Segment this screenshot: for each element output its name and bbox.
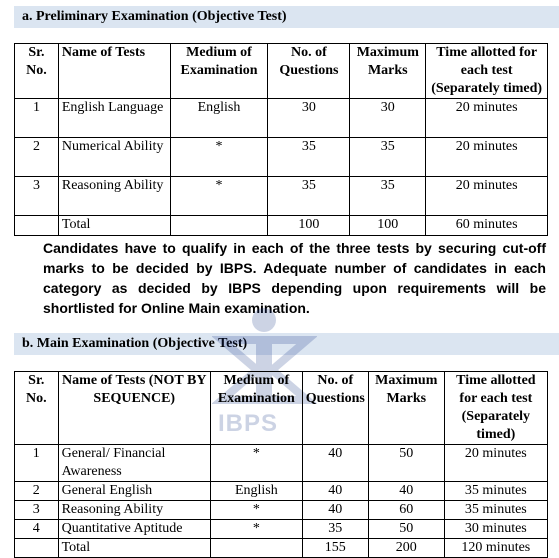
header-maximum-marks: Maximum Marks	[368, 372, 444, 445]
sr-no: 1	[15, 99, 59, 138]
header-name-of-tests: Name of Tests (NOT BY SEQUENCE)	[58, 372, 210, 445]
time: 20 minutes	[444, 445, 547, 482]
sr-no: 4	[15, 520, 59, 539]
time: 20 minutes	[426, 138, 548, 177]
test-name: Total	[58, 539, 210, 558]
questions: 35	[302, 520, 368, 539]
watermark-text: IBPS	[218, 410, 279, 437]
marks: 35	[350, 138, 426, 177]
questions: 40	[302, 445, 368, 482]
time: 20 minutes	[426, 99, 548, 138]
marks: 60	[368, 501, 444, 520]
section-b-title: b. Main Examination (Objective Test)	[14, 333, 559, 355]
medium: *	[170, 177, 268, 216]
marks: 50	[368, 445, 444, 482]
table-row	[15, 520, 548, 539]
marks: 100	[350, 216, 426, 236]
header-no-of-questions: No. of Questions	[302, 372, 368, 445]
time: 35 minutes	[444, 482, 547, 501]
time: 20 minutes	[426, 177, 548, 216]
marks: 50	[368, 520, 444, 539]
questions: 35	[268, 138, 350, 177]
test-name: Numerical Ability	[58, 138, 170, 177]
sr-no: 2	[15, 482, 59, 501]
test-name: Reasoning Ability	[58, 177, 170, 216]
table-row	[15, 138, 548, 177]
test-name: General English	[58, 482, 210, 501]
sr-no	[15, 216, 59, 236]
sr-no: 2	[15, 138, 59, 177]
test-name: Total	[58, 216, 170, 236]
header-name-of-tests: Name of Tests	[58, 44, 170, 99]
medium: *	[210, 520, 302, 539]
medium: English	[210, 482, 302, 501]
table-row	[15, 445, 548, 482]
sr-no	[15, 539, 59, 558]
marks: 35	[350, 177, 426, 216]
header-sr-no: Sr. No.	[15, 44, 59, 99]
questions: 35	[268, 177, 350, 216]
questions: 30	[268, 99, 350, 138]
time: 120 minutes	[444, 539, 547, 558]
medium: *	[210, 501, 302, 520]
header-medium: Medium of Examination	[170, 44, 268, 99]
table-row	[15, 482, 548, 501]
header-sr-no: Sr. No.	[15, 372, 59, 445]
medium: English	[170, 99, 268, 138]
total-row	[15, 539, 548, 558]
questions: 40	[302, 482, 368, 501]
questions: 155	[302, 539, 368, 558]
header-time-allotted: Time allotted for each test (Separately timed)	[426, 44, 548, 99]
questions: 40	[302, 501, 368, 520]
test-name: English Language	[58, 99, 170, 138]
sr-no: 1	[15, 445, 59, 482]
test-name: Reasoning Ability	[58, 501, 210, 520]
test-name: General/ Financial Awareness	[58, 445, 210, 482]
sr-no: 3	[15, 501, 59, 520]
test-name: Quantitative Aptitude	[58, 520, 210, 539]
qualification-note: Candidates have to qualify in each of the three tests by securing cut-off marks to be decided by IBPS. Adequate number of candidates in each category as decided by IBPS depending upon requirements will be shortlisted for Online Main examination.	[43, 240, 546, 316]
medium	[210, 539, 302, 558]
total-row	[15, 216, 548, 236]
main-exam-table	[14, 371, 548, 558]
header-no-of-questions: No. of Questions	[268, 44, 350, 99]
table-row	[15, 501, 548, 520]
medium	[170, 216, 268, 236]
section-a-title: a. Preliminary Examination (Objective Test)	[14, 6, 559, 28]
marks: 200	[368, 539, 444, 558]
header-time-allotted: Time allotted for each test (Separately timed)	[444, 372, 547, 445]
time: 35 minutes	[444, 501, 547, 520]
time: 30 minutes	[444, 520, 547, 539]
marks: 30	[350, 99, 426, 138]
preliminary-exam-table	[14, 43, 548, 236]
medium: *	[210, 445, 302, 482]
table-row	[15, 99, 548, 138]
medium: *	[170, 138, 268, 177]
header-medium: Medium of Examination	[210, 372, 302, 445]
header-maximum-marks: Maximum Marks	[350, 44, 426, 99]
marks: 40	[368, 482, 444, 501]
time: 60 minutes	[426, 216, 548, 236]
table-row	[15, 177, 548, 216]
questions: 100	[268, 216, 350, 236]
sr-no: 3	[15, 177, 59, 216]
